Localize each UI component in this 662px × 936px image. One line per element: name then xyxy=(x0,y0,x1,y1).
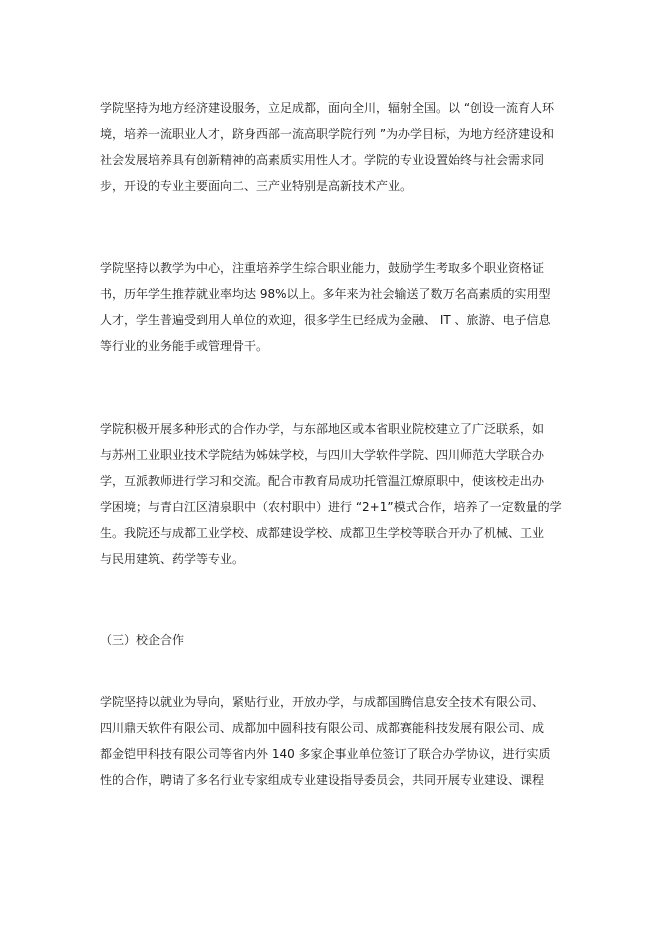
paragraph-line: 人才，学生普遍受到用人单位的欢迎，很多学生已经成为金融、 IT 、旅游、电子信息 xyxy=(100,313,551,327)
paragraph-line: 四川鼎天软件有限公司、成都加中圆科技有限公司、成都赛能科技发展有限公司、成 xyxy=(100,721,545,735)
section-heading-text: （三）校企合作 xyxy=(100,633,185,647)
paragraph-line: 等行业的业务能手或管理骨干。 xyxy=(100,339,269,353)
paragraph-cooperation xyxy=(100,416,562,572)
paragraph-line: 学，互派教师进行学习和交流。配合市教育局成功托管温江燎原职中，使该校走出办 xyxy=(100,474,545,488)
paragraph-line: 学院坚持以教学为中心，注重培养学生综合职业能力，鼓励学生考取多个职业资格证 xyxy=(100,261,545,275)
paragraph-enterprise xyxy=(100,689,562,793)
paragraph-service xyxy=(100,95,562,199)
paragraph-line: 步，开设的专业主要面向二、三产业特别是高新技术产业。 xyxy=(100,179,413,193)
section-heading xyxy=(100,627,562,653)
paragraph-line: 学院坚持以就业为导向，紧贴行业，开放办学，与成都国腾信息安全技术有限公司、 xyxy=(100,695,545,709)
paragraph-line: 与民用建筑、药学等专业。 xyxy=(100,552,245,566)
paragraph-line: 社会发展培养具有创新精神的高素质实用性人才。学院的专业设置始终与社会需求同 xyxy=(100,153,545,167)
paragraph-line: 学院积极开展多种形式的合作办学，与东部地区或本省职业院校建立了广泛联系，如 xyxy=(100,422,545,436)
paragraph-line: 性的合作，聘请了多名行业专家组成专业建设指导委员会，共同开展专业建设、课程 xyxy=(100,773,545,787)
paragraph-line: 学院坚持为地方经济建设服务，立足成都，面向全川，辐射全国。以 “创设一流育人环 xyxy=(100,101,555,115)
paragraph-line: 生。我院还与成都工业学校、成都建设学校、成都卫生学校等联合开办了机械、工业 xyxy=(100,526,545,540)
paragraph-line: 境，培养一流职业人才，跻身西部一流高职学院行列 ”为办学目标，为地方经济建设和 xyxy=(100,127,555,141)
paragraph-line: 都金铠甲科技有限公司等省内外 140 多家企事业单位签订了联合办学协议，进行实质 xyxy=(100,747,551,761)
paragraph-line: 与苏州工业职业技术学院结为姊妹学校，与四川大学软件学院、四川师范大学联合办 xyxy=(100,448,545,462)
paragraph-line: 学困境；与青白江区清泉职中（农村职中）进行 “2+1”模式合作，培养了一定数量的学 xyxy=(100,500,562,514)
paragraph-line: 书，历年学生推荐就业率均达 98%以上。多年来为社会输送了数万名高素质的实用型 xyxy=(100,287,551,301)
paragraph-teaching xyxy=(100,255,562,359)
